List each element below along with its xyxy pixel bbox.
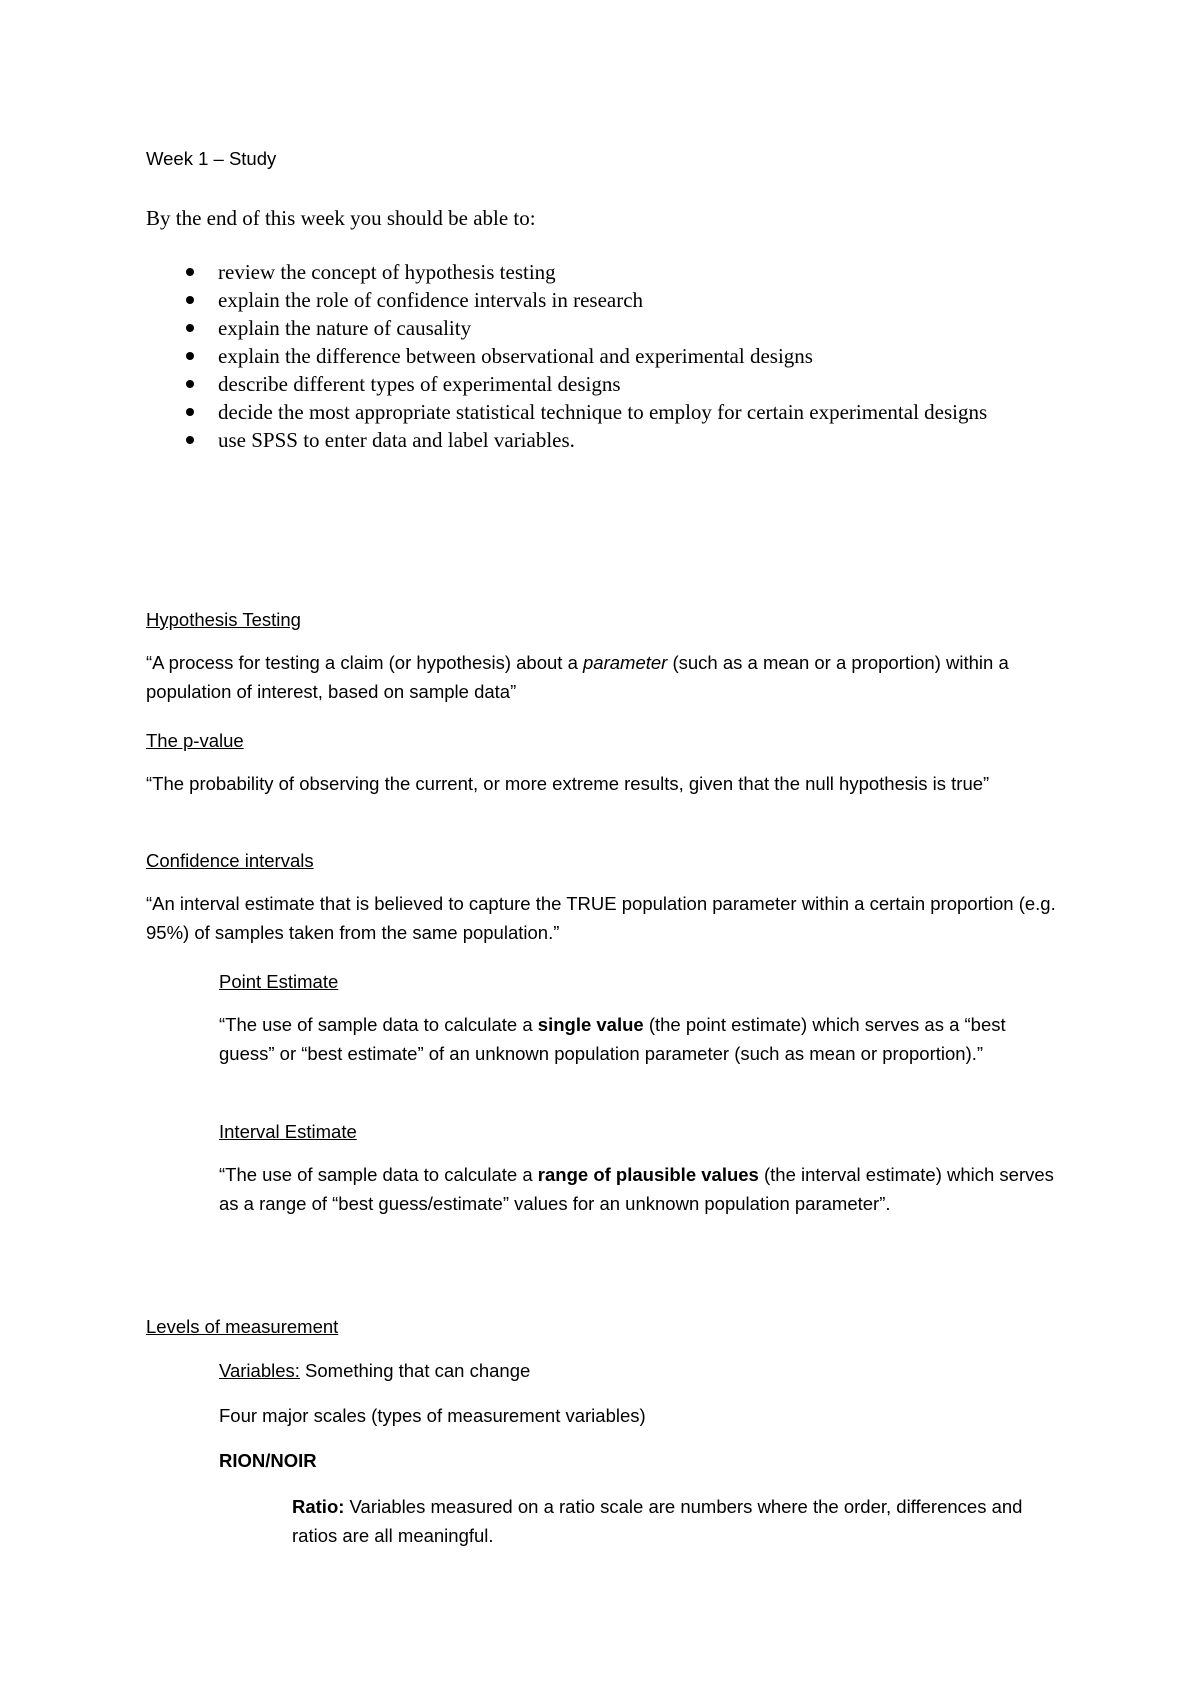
- intro-text: By the end of this week you should be able to:: [146, 206, 536, 230]
- point-estimate-heading: Point Estimate: [219, 971, 339, 992]
- confidence-intervals-definition: “An interval estimate that is believed to capture the TRUE population parameter within a certain proportion (e.g. 95%) of samples taken from the same population.”: [146, 893, 1056, 943]
- parameter-term: parameter: [583, 652, 668, 673]
- ratio-definition: Ratio: Variables measured on a ratio scale are numbers where the order, differences and ratios are all meaningful.: [292, 1496, 1023, 1546]
- acronym-text: RION/NOIR: [219, 1450, 317, 1471]
- point-estimate-definition: “The use of sample data to calculate a single value (the point estimate) which serves as a “best guess” or “best estimate” of an unknown population parameter (such as mean or proportion).”: [219, 1014, 1006, 1064]
- variables-label: Variables:: [219, 1360, 300, 1381]
- list-item: explain the difference between observational and experimental designs: [146, 342, 1066, 370]
- list-item: use SPSS to enter data and label variables.: [146, 426, 1066, 454]
- bullet-icon: [186, 408, 194, 416]
- list-item: explain the nature of causality: [146, 314, 1066, 342]
- p-value-definition: “The probability of observing the current, or more extreme results, given that the null hypothesis is true”: [146, 773, 990, 794]
- interval-estimate-heading: Interval Estimate: [219, 1121, 357, 1142]
- confidence-intervals-heading: Confidence intervals: [146, 850, 314, 871]
- bullet-icon: [186, 296, 194, 304]
- variables-definition: Variables: Something that can change: [219, 1360, 531, 1381]
- objectives-list: [146, 258, 1066, 454]
- levels-of-measurement-heading: Levels of measurement: [146, 1316, 339, 1337]
- list-item: review the concept of hypothesis testing: [146, 258, 1066, 286]
- list-item: describe different types of experimental designs: [146, 370, 1066, 398]
- bullet-icon: [186, 380, 194, 388]
- list-item: decide the most appropriate statistical technique to employ for certain experimental designs: [146, 398, 1066, 426]
- interval-estimate-definition: “The use of sample data to calculate a range of plausible values (the interval estimate) which serves as a range of “best guess/estimate” values for an unknown population parameter”.: [219, 1164, 1054, 1214]
- bullet-icon: [186, 352, 194, 360]
- hypothesis-testing-heading: Hypothesis Testing: [146, 609, 301, 630]
- scales-text: Four major scales (types of measurement variables): [219, 1405, 646, 1426]
- single-value-term: single value: [537, 1014, 644, 1035]
- range-term: range of plausible values: [537, 1164, 759, 1185]
- p-value-heading: The p-value: [146, 730, 244, 751]
- bullet-icon: [186, 268, 194, 276]
- page-title: Week 1 – Study: [146, 148, 277, 169]
- ratio-label: Ratio:: [292, 1496, 345, 1517]
- bullet-icon: [186, 324, 194, 332]
- hypothesis-testing-definition: “A process for testing a claim (or hypothesis) about a parameter (such as a mean or a proportion) within a population of interest, based on sample data”: [146, 652, 1009, 702]
- list-item: explain the role of confidence intervals in research: [146, 286, 1066, 314]
- bullet-icon: [186, 436, 194, 444]
